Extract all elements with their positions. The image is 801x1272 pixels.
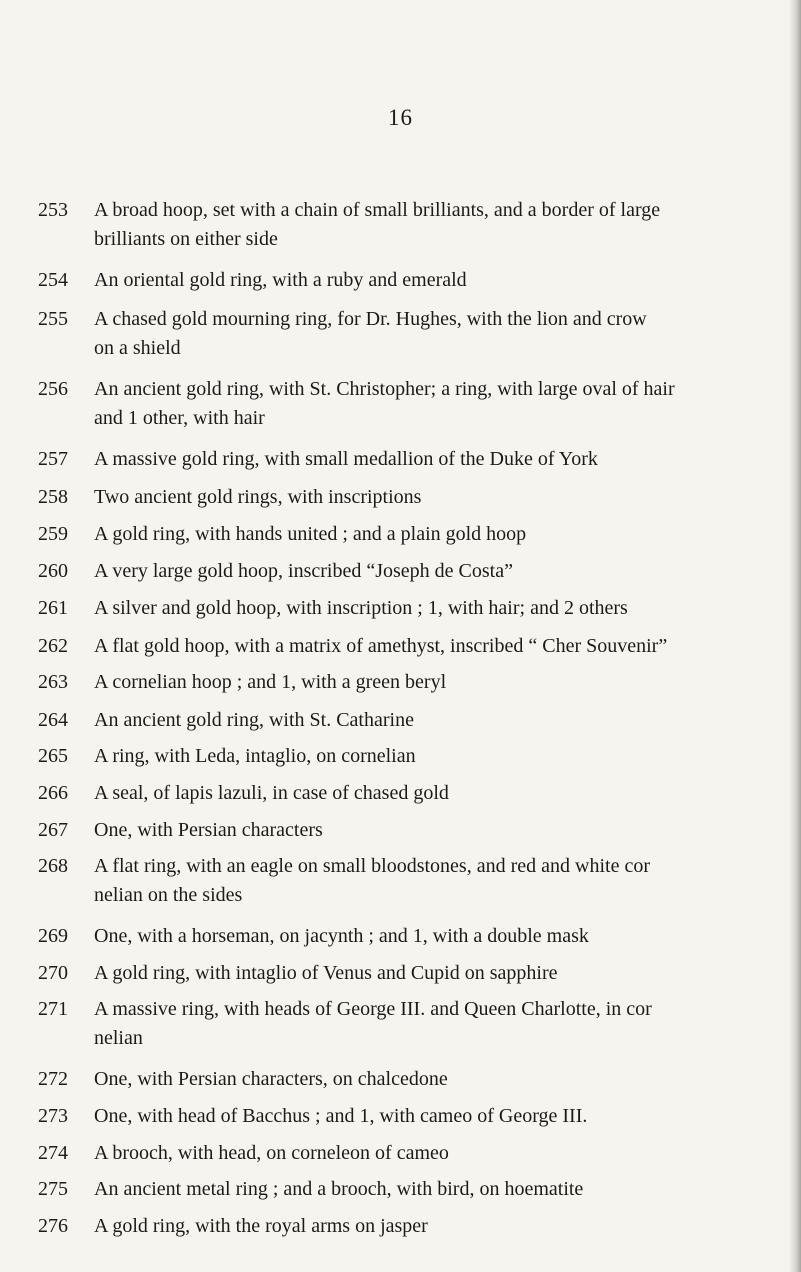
lot-entry	[38, 375, 801, 435]
lot-description: One, with head of Bacchus ; and 1, with cameo of George III.	[94, 1105, 588, 1127]
lot-entry	[38, 305, 801, 365]
lot-entry	[38, 1212, 801, 1242]
lot-number: 262	[38, 635, 68, 657]
lot-entry	[38, 1175, 801, 1205]
lot-entry	[38, 557, 801, 587]
lot-number: 254	[38, 269, 68, 291]
lot-entry	[38, 816, 801, 846]
lot-description: A seal, of lapis lazuli, in case of chased gold	[94, 782, 449, 804]
lot-number: 259	[38, 523, 68, 545]
lot-description-continued: on a shield	[94, 337, 181, 359]
lot-entry	[38, 1139, 801, 1169]
lot-description: An ancient gold ring, with St. Catharine	[94, 709, 414, 731]
lot-description: A massive ring, with heads of George III. and Queen Charlotte, in cor	[94, 998, 652, 1020]
lot-description: Two ancient gold rings, with inscriptions	[94, 486, 422, 508]
lot-number: 260	[38, 560, 68, 582]
lot-entry	[38, 959, 801, 989]
lot-description: An ancient gold ring, with St. Christopher; a ring, with large oval of hair	[94, 378, 675, 400]
lot-number: 274	[38, 1142, 68, 1164]
lot-number: 273	[38, 1105, 68, 1127]
lot-entry	[38, 1102, 801, 1132]
lot-description: A broad hoop, set with a chain of small brilliants, and a border of large	[94, 199, 661, 221]
lot-description: One, with Persian characters, on chalcedone	[94, 1068, 448, 1090]
lot-description-continued: and 1 other, with hair	[94, 407, 265, 429]
lot-number: 269	[38, 925, 68, 947]
lot-description-continued: nelian on the sides	[94, 884, 243, 906]
lot-description: A silver and gold hoop, with inscription ; 1, with hair; and 2 others	[94, 597, 628, 619]
lot-description: A massive gold ring, with small medallion of the Duke of York	[94, 448, 598, 470]
lot-number: 256	[38, 378, 68, 400]
lot-description: An ancient metal ring ; and a brooch, with bird, on hoematite	[94, 1178, 584, 1200]
lot-description: A very large gold hoop, inscribed “Joseph de Costa”	[94, 560, 513, 582]
lot-description: A flat ring, with an eagle on small bloodstones, and red and white cor	[94, 855, 650, 877]
lot-entry	[38, 266, 801, 296]
lot-description: A gold ring, with intaglio of Venus and Cupid on sapphire	[94, 962, 558, 984]
lot-description: A gold ring, with the royal arms on jasper	[94, 1215, 428, 1237]
lot-entry	[38, 742, 801, 772]
lot-number: 258	[38, 486, 68, 508]
lot-entry	[38, 995, 801, 1055]
lot-entry	[38, 779, 801, 809]
lot-entry	[38, 922, 801, 952]
lot-description-continued: brilliants on either side	[94, 228, 278, 250]
page-number: 16	[388, 105, 413, 130]
lot-entry	[38, 445, 801, 475]
lot-number: 253	[38, 199, 68, 221]
lot-entry	[38, 706, 801, 736]
lot-number: 270	[38, 962, 68, 984]
lot-description: A gold ring, with hands united ; and a plain gold hoop	[94, 523, 527, 545]
lot-number: 263	[38, 671, 68, 693]
lot-number: 265	[38, 745, 68, 767]
lot-entry	[38, 483, 801, 513]
lot-description: A chased gold mourning ring, for Dr. Hughes, with the lion and crow	[94, 308, 647, 330]
lot-entry	[38, 668, 801, 698]
lot-description: An oriental gold ring, with a ruby and emerald	[94, 269, 467, 291]
lot-description: A flat gold hoop, with a matrix of amethyst, inscribed “ Cher Souvenir”	[94, 635, 668, 657]
page-edge-shadow	[789, 0, 801, 1272]
lot-entry	[38, 632, 801, 662]
lot-number: 276	[38, 1215, 68, 1237]
lot-number: 266	[38, 782, 68, 804]
lot-description: A cornelian hoop ; and 1, with a green beryl	[94, 671, 447, 693]
lot-number: 272	[38, 1068, 68, 1090]
lot-number: 267	[38, 819, 68, 841]
lot-entry	[38, 1065, 801, 1095]
lot-description-continued: nelian	[94, 1027, 143, 1049]
lot-number: 275	[38, 1178, 68, 1200]
lot-description: One, with Persian characters	[94, 819, 323, 841]
lot-entry	[38, 852, 801, 912]
lot-entry	[38, 196, 801, 256]
lot-description: A brooch, with head, on corneleon of cameo	[94, 1142, 449, 1164]
lot-number: 261	[38, 597, 68, 619]
lot-number: 257	[38, 448, 68, 470]
lot-number: 255	[38, 308, 68, 330]
lot-entry	[38, 520, 801, 550]
lot-number: 268	[38, 855, 68, 877]
lot-entry	[38, 594, 801, 624]
lot-number: 271	[38, 998, 68, 1020]
lot-description: One, with a horseman, on jacynth ; and 1, with a double mask	[94, 925, 589, 947]
lot-description: A ring, with Leda, intaglio, on cornelian	[94, 745, 416, 767]
lot-number: 264	[38, 709, 68, 731]
